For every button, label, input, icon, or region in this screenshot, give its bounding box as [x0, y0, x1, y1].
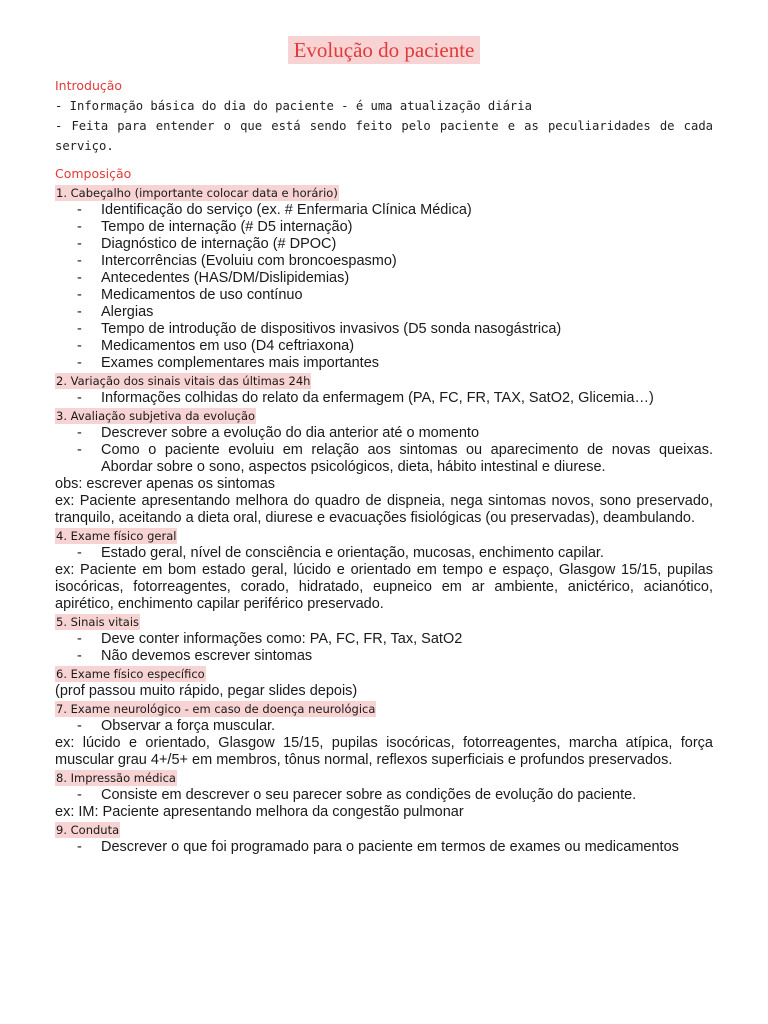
list-item: - Deve conter informações como: PA, FC, FR, Tax, SatO2 — [77, 631, 463, 647]
list-item: - Tempo de internação (# D5 internação) — [77, 219, 353, 235]
list-item: - Medicamentos em uso (D4 ceftriaxona) — [77, 338, 355, 354]
intro-line: - Informação básica do dia do paciente - é uma atualização diária — [55, 99, 532, 113]
list-item: - Medicamentos de uso contínuo — [77, 287, 303, 303]
section-heading-6: 6. Exame físico específico — [56, 667, 205, 681]
list-item: - Observar a força muscular. — [77, 718, 276, 734]
list-item: - Informações colhidas do relato da enfermagem (PA, FC, FR, TAX, SatO2, Glicemia…) — [77, 390, 654, 406]
list-item: - Descrever o que foi programado para o paciente em termos de exames ou medicamentos — [77, 839, 679, 855]
document-body — [55, 76, 713, 856]
list-item: - Tempo de introdução de dispositivos invasivos (D5 sonda nasogástrica) — [77, 321, 562, 337]
list-item: - Estado geral, nível de consciência e orientação, mucosas, enchimento capilar. — [77, 545, 604, 561]
example-text: ex: IM: Paciente apresentando melhora da congestão pulmonar — [55, 804, 464, 820]
list-item: - Intercorrências (Evoluiu com broncoespasmo) — [77, 253, 397, 269]
section-heading-2: 2. Variação dos sinais vitais das últimas 24h — [56, 374, 311, 388]
section-heading-4: 4. Exame físico geral — [56, 529, 177, 543]
list-item: - Como o paciente evoluiu em relação aos sintomas ou aparecimento de novas queixas. Abordar sobre o sono, aspectos psicológicos, dieta, hábito intestinal e diurese. — [77, 442, 713, 475]
section-heading-5: 5. Sinais vitais — [56, 615, 140, 629]
intro-line: - Feita para entender o que está sendo feito pelo paciente e as peculiaridades de cada serviço. — [55, 119, 713, 153]
intro-heading: Introdução — [55, 78, 123, 93]
section-heading-3: 3. Avaliação subjetiva da evolução — [56, 409, 256, 423]
section-heading-7: 7. Exame neurológico - em caso de doença neurológica — [56, 702, 376, 716]
list-item: - Não devemos escrever sintomas — [77, 648, 313, 664]
section-heading-1: 1. Cabeçalho (importante colocar data e horário) — [56, 186, 338, 200]
obs-text: obs: escrever apenas os sintomas — [55, 476, 276, 492]
composition-heading: Composição — [55, 166, 132, 181]
example-text: ex: lúcido e orientado, Glasgow 15/15, pupilas isocóricas, fotorreagentes, marcha atípica, força muscular grau 4+/5+ em membros, tônus normal, reflexos superficiais e profundos preservados. — [55, 735, 713, 768]
list-item: - Antecedentes (HAS/DM/Dislipidemias) — [77, 270, 350, 286]
note-text: (prof passou muito rápido, pegar slides depois) — [55, 683, 358, 699]
list-item: - Diagnóstico de internação (# DPOC) — [77, 236, 337, 252]
list-item: - Consiste em descrever o seu parecer sobre as condições de evolução do paciente. — [77, 787, 637, 803]
list-item: - Descrever sobre a evolução do dia anterior até o momento — [77, 425, 480, 441]
example-text: ex: Paciente apresentando melhora do quadro de dispneia, nega sintomas novos, sono preservado, tranquilo, aceitando a dieta oral, diurese e evacuações fisiológicas (ou preservadas), deambulando. — [55, 493, 713, 526]
list-item: - Identificação do serviço (ex. # Enfermaria Clínica Médica) — [77, 202, 472, 218]
example-text: ex: Paciente em bom estado geral, lúcido e orientado em tempo e espaço, Glasgow 15/15, pupilas isocóricas, fotorreagentes, corado, hidratado, eupneico em ar ambiente, anictérico, acianótico, apirético, enchimento capilar periférico preservado. — [55, 562, 713, 612]
section-heading-8: 8. Impressão médica — [56, 771, 176, 785]
list-item: - Exames complementares mais importantes — [77, 355, 380, 371]
list-item: - Alergias — [77, 304, 154, 320]
page-title: Evolução do paciente — [288, 36, 481, 64]
section-heading-9: 9. Conduta — [56, 823, 120, 837]
